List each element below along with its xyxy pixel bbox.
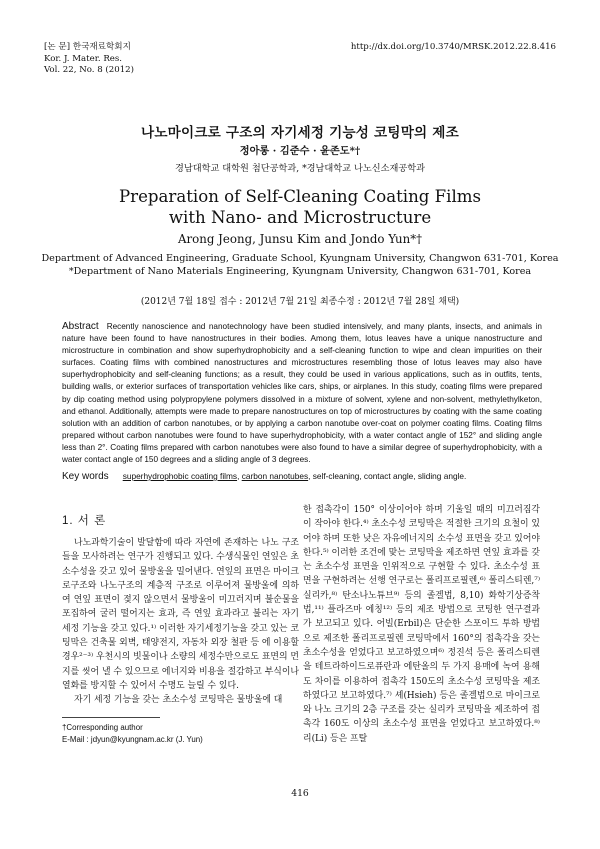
body-column-left bbox=[62, 536, 299, 708]
journal-abbreviation: Kor. J. Mater. Res. bbox=[44, 53, 123, 64]
paragraph: 나노과학기술이 발달함에 따라 자연에 존재하는 나노 구조들을 모사하려는 연구가 진행되고 있다. 수생식물인 연잎은 초소수성을 갖고 있어 물방울을 밀어낸다. 연잎의 표면은 마이크로구조와 나노구조의 계층적 구조로 이루어져 물방울에 의하여 연잎 표면이 젖지 않으면서 물방울이 미끄러지며 불순물을 포집하여 굴러 떨어지는 효과, 즉 연잎 효과라고 불리는 자기 세정 기능을 갖고 있다.¹⁾ 이러한 자기세정기능을 갖고 있는 코팅막은 건축물 외벽, 태양전지, 자동차 외장 철판 등 에 이용할 경우²⁻³⁾ 우천시의 빗물이나 소량의 세정수만으로도 표면의 먼지를 씻어 낼 수 있으므로 에너지와 비용을 절감하고 부식이나 열화를 방지할 수 있어서 수명도 늘릴 수 있다. bbox=[62, 538, 299, 691]
affiliation-en-line1: Department of Advanced Engineering, Graduate School, Kyungnam University, Changwon 631-701, Korea bbox=[41, 253, 559, 264]
title-en-line2: with Nano- and Microstructure bbox=[168, 208, 432, 227]
keyword-2: carbon nanotubes bbox=[241, 471, 309, 481]
submission-dates: (2012년 7월 18일 접수 : 2012년 7월 21일 최종수정 : 2012년 7월 28일 채택) bbox=[140, 297, 460, 307]
doi-link[interactable]: http://dx.doi.org/10.3740/MRSK.2012.22.8.416 bbox=[350, 42, 556, 52]
paragraph: 자기 세정 기능을 갖는 초소수성 코팅막은 물방울에 대 bbox=[74, 695, 283, 706]
keywords-rest: , self-cleaning, contact angle, sliding angle. bbox=[308, 471, 467, 481]
affiliation-en bbox=[0, 252, 600, 278]
abstract-label: Abstract bbox=[62, 321, 99, 332]
abstract-text: Recently nanoscience and nanotechnology have been studied intensively, and many plants, insects, and animals in nature have been found to have nanostructures in their bodies. Among them, lotus leaves have a unique nanostructure and microstructure in combination and show superhydrophobicity and a self-cleaning function to wipe and clean impurities on their surfaces. Coating films with combined nanostructures and microstructures resembling those of lotus leaves may also have superhydrophobicity and self-cleaning functions; as a result, they could be used in various applications, such as in outfits, tents, building walls, or exterior surfaces of transportation vehicles like cars, ships, or airplanes. In this study, coating films were prepared by dip coating method using polypropylene polymers dissolved in a mixture of solvent, xylene and non-solvent, methylethylketon, and ethanol. Additionally, attempts were made to prepare nanostructures on top of microstructures by coating with the same coating solution with an addition of carbon nanotubes, or by applying a carbon nanotube over-coat on polymer coating films. Coating films prepared without carbon nanotubes were found to have superhydrophobicity, with a water contact angle of 152° and sliding angle less than 2°. Coating films prepared with carbon nanotubes were also found to have a similar degree of superhydrophobicity, with a water contact angle of 150 degrees and a sliding angle of 3 degrees. bbox=[62, 322, 542, 465]
section-heading-intro: 1. 서 론 bbox=[62, 515, 107, 527]
keywords bbox=[62, 471, 542, 482]
page-number: 416 bbox=[291, 788, 309, 799]
authors-ko: 정아롱 · 김준수 · 윤존도*† bbox=[239, 145, 361, 157]
corresponding-author: †Corresponding author bbox=[62, 723, 143, 732]
footnote-divider bbox=[62, 717, 160, 718]
journal-header bbox=[44, 42, 134, 77]
body-column-right bbox=[303, 503, 540, 746]
abstract bbox=[62, 321, 542, 466]
paper-title-en bbox=[0, 186, 600, 228]
title-en-line1: Preparation of Self-Cleaning Coating Films bbox=[118, 187, 482, 206]
affiliation-ko: 경남대학교 대학원 첨단공학과, *경남대학교 나노신소재공학과 bbox=[175, 163, 425, 174]
footnote bbox=[62, 722, 203, 746]
journal-name-ko: [논 문] 한국재료학회지 bbox=[44, 42, 131, 52]
keywords-label: Key words bbox=[62, 471, 109, 482]
author-email: E-Mail : jdyun@kyungnam.ac.kr (J. Yun) bbox=[62, 735, 203, 744]
authors-en: Arong Jeong, Junsu Kim and Jondo Yun*† bbox=[178, 232, 422, 246]
keyword-1: superhydrophobic coating films bbox=[122, 471, 238, 481]
paragraph: 한 접촉각이 150° 이상이어야 하며 기울일 때의 미끄러짐각이 작아야 한다.⁴⁾ 초소수성 코팅막은 적절한 크기의 요철이 있어야 하며 또한 낮은 자유에너지의 소수성 표면을 갖고 있어야 한다.⁵⁾ 이러한 조건에 맞는 코팅막을 제조하면 연잎 효과를 갖는 초소수성 표면을 인위적으로 구현할 수 있다. 초소수성 표면을 구현하려는 선행 연구로는 폴리프로필렌,⁶⁾ 폴리스티렌,⁷⁾ 실리카,⁸⁾ 탄소나노튜브⁹⁾ 등의 졸겔법, 8,10) 화학기상증착법,¹¹⁾ 플라즈마 에칭¹²⁾ 등의 제조 방법으로 코팅한 연구결과가 보고되고 있다. 어빌(Erbil)은 단순한 스포이드 투하 방법으로 제조한 폴리프로필렌 코팅막에서 160°의 접촉각을 갖는 초소수성을 얻었다고 보고하였으며⁶⁾ 정진석 등은 폴리스티렌을 테트라하이드로퓨란과 에탄올의 두 가지 용매에 녹여 용해도 차이를 이용하여 접촉각 150도의 초소수성 코팅막을 제조하였다고 보고하였다.⁷⁾ 셰(Hsieh) 등은 졸겔법으로 마이크로와 나노 크기의 2층 구조를 갖는 실리카 코팅막을 제조하여 접촉각 160도 이상의 초소수성 표면을 얻었다고 보고하였다.⁸⁾ 리(Li) 등은 프탈 bbox=[303, 505, 540, 744]
keyword-separator: , bbox=[237, 471, 242, 481]
affiliation-en-line2: *Department of Nano Materials Engineering, Kyungnam University, Changwon 631-701, Korea bbox=[68, 266, 532, 277]
paper-title-ko: 나노마이크로 구조의 자기세정 기능성 코팅막의 제조 bbox=[141, 125, 459, 141]
journal-volume: Vol. 22, No. 8 (2012) bbox=[44, 65, 134, 75]
